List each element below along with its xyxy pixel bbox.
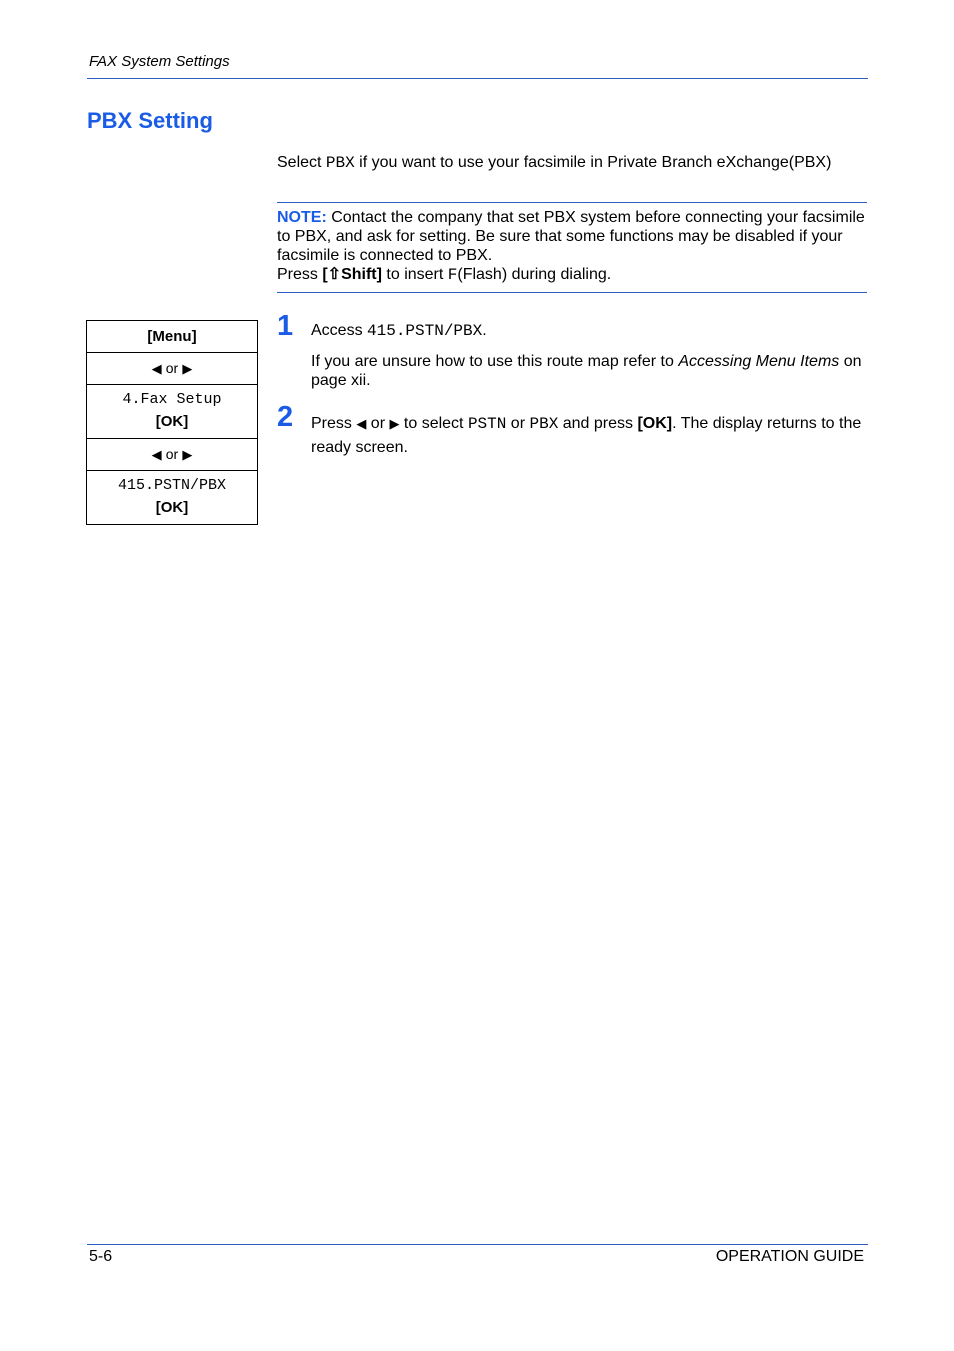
- route-pstn-pbx: 415.PSTN/PBX [OK]: [87, 470, 257, 524]
- left-arrow-icon: ◀: [151, 361, 162, 376]
- intro-paragraph: Select PBX if you want to use your facsimile in Private Branch eXchange(PBX): [277, 154, 832, 172]
- route-arrow-row-1: ◀ or ▶: [87, 352, 257, 384]
- route-map: [86, 320, 258, 525]
- step-2-number: 2: [277, 401, 294, 433]
- step-2-text: Press ◀ or ▶ to select PSTN or PBX and press [OK]. The display returns to the ready screen.: [311, 415, 862, 456]
- left-arrow-icon: ◀: [356, 416, 367, 431]
- footer-guide-title: OPERATION GUIDE: [715, 1248, 864, 1265]
- pbx-code: PBX: [325, 154, 355, 172]
- note-box: NOTE: Contact the company that set PBX system before connecting your facsimile to PBX, and ask for setting. Be sure that some functions may be disabled if your facsimile is connected to PBX. Press [⇧Shift] to insert F(Flash) during dialing.: [277, 202, 867, 293]
- right-arrow-icon: ▶: [182, 361, 193, 376]
- left-arrow-icon: ◀: [151, 447, 162, 462]
- footer-rule: [87, 1244, 868, 1245]
- note-label: NOTE:: [277, 209, 327, 226]
- route-menu-key: [Menu]: [147, 328, 197, 345]
- right-arrow-icon: ▶: [389, 416, 400, 431]
- route-arrow-row-2: ◀ or ▶: [87, 438, 257, 470]
- running-header: FAX System Settings: [89, 53, 230, 70]
- route-fax-setup: 4.Fax Setup [OK]: [87, 384, 257, 438]
- page-number: 5-6: [89, 1248, 113, 1265]
- flash-code: F: [447, 266, 458, 284]
- shift-key: [⇧Shift]: [322, 266, 382, 283]
- page-title: PBX Setting: [87, 108, 213, 133]
- header-rule: [87, 78, 868, 79]
- right-arrow-icon: ▶: [182, 447, 193, 462]
- accessing-menu-items-ref: Accessing Menu Items: [678, 353, 840, 370]
- step-1-number: 1: [277, 310, 294, 342]
- step-1-text: Access 415.PSTN/PBX.: [311, 322, 487, 340]
- step-1-subtext: If you are unsure how to use this route map refer to Accessing Menu Items on page xii.: [311, 353, 862, 389]
